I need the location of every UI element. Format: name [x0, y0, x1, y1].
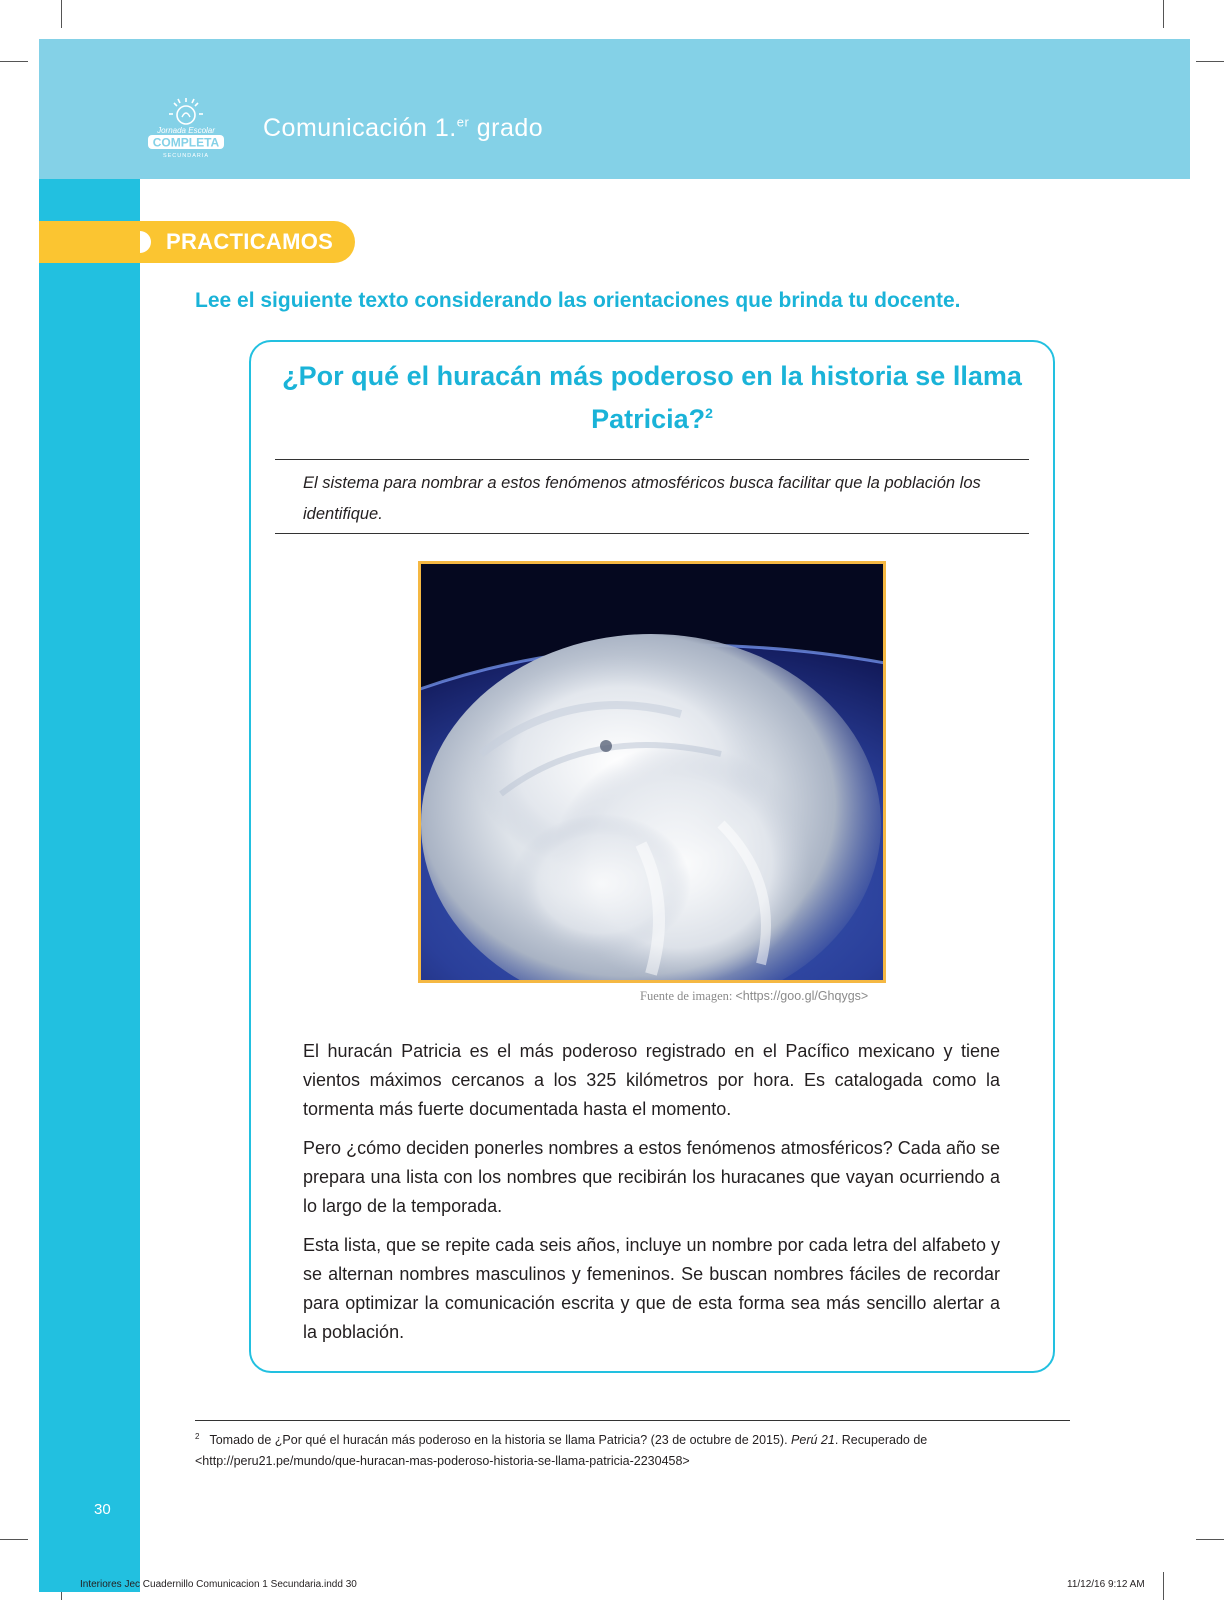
- footnote-ref: 2: [705, 405, 713, 421]
- print-slug-datetime: 11/12/16 9:12 AM: [1067, 1579, 1145, 1590]
- article-subtitle: El sistema para nombrar a estos fenómenos atmosféricos busca facilitar que la población los identifique.: [303, 474, 981, 523]
- instruction-text: Lee el siguiente texto considerando las orientaciones que brinda tu docente.: [195, 289, 961, 312]
- svg-text:SECUNDARIA: SECUNDARIA: [162, 153, 210, 159]
- rule-top: [275, 459, 1029, 460]
- article-title: ¿Por qué el huracán más poderoso en la historia se llama Patricia?$^2$: [282, 361, 1022, 434]
- paragraph: Pero ¿cómo deciden ponerles nombres a estos fenómenos atmosféricos? Cada año se prepara una lista con los nombres que recibirán los huracanes que vayan ocurriendo a lo largo de la temporada.: [303, 1138, 1000, 1216]
- subject-title: Comunicación 1.$^{er}$ grado: [263, 114, 544, 142]
- hurricane-illustration: [421, 564, 883, 980]
- article-body: [303, 1037, 1000, 1357]
- side-bar: [39, 179, 140, 1592]
- paragraph: Esta lista, que se repite cada seis años, incluye un nombre por cada letra del alfabeto y se alternan nombres masculinos y femeninos. Se buscan nombres fáciles de recordar para optimizar la comunicación escrita y que de esta forma sea más sencillo alertar a la población.: [303, 1235, 1000, 1342]
- crop-mark: [1196, 1539, 1224, 1540]
- image-source: Fuente de imagen: <https://goo.gl/Ghqygs>: [640, 989, 869, 1003]
- crop-mark: [0, 61, 28, 62]
- footnote-rule: [195, 1420, 1070, 1421]
- footnote: $^2$ Tomado de ¿Por qué el huracán más poderoso en la historia se llama Patricia? (23 de octubre de 2015). Perú 21. Recuperado de <http://peru21.pe/mundo/que-huracan-mas-poderoso-historia-se-llama-patricia-2230458>: [195, 1432, 928, 1469]
- crop-mark: [61, 0, 62, 28]
- print-slug-file: Interiores Jec Cuadernillo Comunicacion 1 Secundaria.indd 30: [80, 1579, 357, 1590]
- crop-mark: [0, 1539, 28, 1540]
- svg-text:COMPLETA: COMPLETA: [152, 135, 220, 150]
- jornada-escolar-completa-logo: [145, 95, 227, 161]
- page-number: 30: [94, 1501, 111, 1518]
- svg-text:Jornada Escolar: Jornada Escolar: [157, 126, 215, 135]
- rule-bottom: [275, 533, 1029, 534]
- paragraph: El huracán Patricia es el más poderoso registrado en el Pacífico mexicano y tiene vientos máximos cercanos a los 325 kilómetros por hora. Es catalogada como la tormenta más fuerte documentada hasta el momento.: [303, 1041, 1000, 1119]
- hurricane-photo: [418, 561, 886, 983]
- crop-mark: [1163, 1572, 1164, 1600]
- section-label: PRACTICAMOS: [166, 229, 334, 254]
- crop-mark: [1196, 61, 1224, 62]
- crop-mark: [1163, 0, 1164, 28]
- image-source-url: <https://goo.gl/Ghqygs>: [735, 989, 869, 1003]
